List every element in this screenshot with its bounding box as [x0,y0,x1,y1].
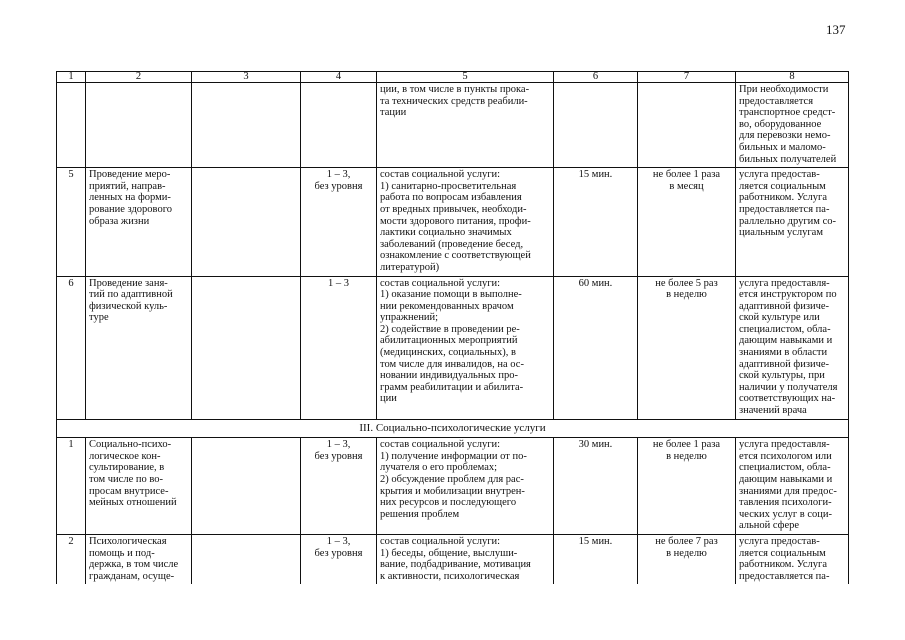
cell-line: знаниями для предос- [739,485,837,497]
cell-line: лактики социально значимых [380,227,512,239]
frequency-cell [638,168,736,276]
service-composition-cell [377,168,554,276]
cell-line: та технических средств реабили- [380,95,528,107]
column-3-cell [192,534,301,584]
header-cell: 2 [86,72,192,83]
service-composition-cell [377,83,554,168]
cell-line: ется инструктором по [739,289,837,301]
cell-line: предоставляется па- [739,203,830,215]
duration-cell: 15 мин. [554,534,638,584]
cell-line: них ресурсов и последующего [380,497,517,509]
cell-line: без уровня [314,547,363,559]
table-row [57,276,849,419]
header-cell: 5 [377,72,554,83]
duration-cell: 30 мин. [554,438,638,535]
cell-line: грамм реабилитации и абилита- [380,381,524,393]
cell-line: Проведение заня- [89,277,168,289]
recipient-category-cell [301,168,377,276]
notes-cell [736,534,849,584]
cell-line: туре [89,312,109,324]
cell-line: 1) санитарно-просветительная [380,180,517,192]
cell-line: 1 – 3, [326,535,351,547]
cell-line: предоставляется па- [739,570,830,582]
cell-line: к активности, психологическая [380,570,520,582]
cell-line: 1) беседы, общение, выслуши- [380,547,518,559]
frequency-cell [638,276,736,419]
notes-cell [736,168,849,276]
cell-line: ции [380,393,397,405]
cell-line: работником. Услуга [739,559,827,571]
cell-line: 1 – 3, [326,439,351,451]
row-number-cell [57,83,86,168]
cell-line: в месяц [669,180,704,192]
cell-line: упражнений; [380,312,439,324]
cell-line: нии рекомендованных врачом [380,300,514,312]
notes-cell [736,276,849,419]
row-number-cell: 2 [57,534,86,584]
cell-line: том числе по во- [89,474,163,485]
services-table [56,71,849,584]
cell-line: логическое кон- [89,450,161,462]
cell-line: литературой) [380,261,440,273]
cell-line: ляется социальным [739,547,826,559]
cell-line: альной сфере [739,520,800,532]
cell-line: дающим навыками и [739,335,833,347]
cell-line: гражданам, осуще- [89,570,175,582]
cell-line: том числе для инвалидов, на ос- [380,358,524,370]
cell-line: услуга предостав- [739,169,820,181]
notes-cell [736,438,849,535]
table-row [57,534,849,584]
cell-line: сультирование, в [89,462,165,474]
cell-line: в неделю [666,547,707,559]
header-cell: 7 [638,72,736,83]
cell-line: транспортное средст- [739,107,836,119]
cell-line: услуга предостав- [739,535,820,547]
cell-line: 2) обсуждение проблем для рас- [380,474,524,485]
cell-line: ческих услуг в соци- [739,508,833,520]
recipient-category-cell [301,83,377,168]
cell-line: Психологическая [89,535,167,547]
cell-line: состав социальной услуги: [380,277,501,289]
cell-line: ленных на форми- [89,192,171,204]
cell-line: мости здорового питания, профи- [380,215,531,227]
cell-line: вание, подбадривание, мотивация [380,559,531,571]
cell-line: просам внутрисе- [89,485,169,497]
cell-line: ской культуре или [739,312,820,324]
cell-line: 1) оказание помощи в выполне- [380,289,522,301]
cell-line: раллельно другим со- [739,215,836,227]
cell-line: держка, в том числе [89,559,179,571]
cell-line: наличии у получателя [739,381,838,393]
cell-line: специалистом, обла- [739,462,831,474]
header-cell: 1 [57,72,86,83]
cell-line: 1) получение информации от по- [380,450,527,462]
cell-line: ляется социальным [739,180,826,192]
header-cell: 6 [554,72,638,83]
cell-line: в неделю [666,289,707,301]
notes-cell [736,83,849,168]
cell-line: тий по адаптивной [89,289,173,301]
cell-line: без уровня [314,450,363,462]
cell-line: во, оборудованное [739,118,822,130]
recipient-category-cell [301,276,377,419]
cell-line: состав социальной услуги: [380,535,501,547]
cell-line: соответствующих на- [739,393,836,405]
cell-line: значений врача [739,405,807,417]
column-3-cell [192,276,301,419]
cell-line: от вредных привычек, необходи- [380,203,527,215]
row-number-cell: 6 [57,276,86,419]
header-cell: 8 [736,72,849,83]
section-title: III. Социально-психологические услуги [57,419,849,438]
cell-line: ется психологом или [739,450,832,462]
service-name-cell [86,438,192,535]
service-name-cell [86,168,192,276]
frequency-cell [638,534,736,584]
cell-line: При необходимости [739,84,829,95]
cell-line: 1 – 3, [326,169,351,181]
cell-line: новании индивидуальных про- [380,370,519,382]
service-name-cell [86,534,192,584]
column-3-cell [192,168,301,276]
header-cell: 4 [301,72,377,83]
cell-line: тации [380,107,407,119]
cell-line: лучателя о его проблемах; [380,462,498,474]
service-composition-cell [377,534,554,584]
cell-line: циальным услугам [739,227,823,239]
cell-line: не более 5 раз [655,277,718,289]
cell-line: знаниями в области [739,347,828,359]
duration-cell: 60 мин. [554,276,638,419]
cell-line: помощь и под- [89,547,155,559]
column-3-cell [192,83,301,168]
cell-line: тавления психологи- [739,497,832,509]
cell-line: специалистом, обла- [739,323,831,335]
cell-line: ознакомление с соответствующей [380,250,531,262]
table-row [57,83,849,168]
column-number-header [57,72,849,83]
cell-line: адаптивной физиче- [739,300,830,312]
service-name-cell [86,83,192,168]
cell-line: не более 7 раз [655,535,718,547]
table-row [57,168,849,276]
service-name-cell [86,276,192,419]
header-cell: 3 [192,72,301,83]
cell-line: бильных и маломо- [739,141,826,153]
cell-line: для перевозки немо- [739,130,831,142]
cell-line: (медицинских, социальных), в [380,347,516,359]
cell-line: рование здорового [89,203,172,215]
service-composition-cell [377,276,554,419]
duration-cell [554,83,638,168]
cell-line: не более 1 раза [652,169,721,181]
cell-line: образа жизни [89,215,150,227]
row-number-cell: 5 [57,168,86,276]
cell-line: Социально-психо- [89,439,172,451]
cell-line: услуга предоставля- [739,439,830,451]
cell-line: мейных отношений [89,497,177,509]
service-composition-cell [377,438,554,535]
cell-line: 1 – 3 [328,277,349,289]
frequency-cell [638,83,736,168]
cell-line: состав социальной услуги: [380,439,501,451]
cell-line: физической куль- [89,300,168,312]
cell-line: 2) содействие в проведении ре- [380,323,520,335]
section-row [57,419,849,438]
recipient-category-cell [301,438,377,535]
cell-line: бильных получателей [739,153,837,165]
page-number: 137 [826,22,846,37]
cell-line: ции, в том числе в пункты прока- [380,84,530,95]
cell-line: приятий, направ- [89,180,166,192]
frequency-cell [638,438,736,535]
column-3-cell [192,438,301,535]
row-number-cell: 1 [57,438,86,535]
cell-line: крытия и мобилизации внутрен- [380,485,525,497]
cell-line: Проведение меро- [89,169,171,181]
cell-line: решения проблем [380,508,460,520]
duration-cell: 15 мин. [554,168,638,276]
recipient-category-cell [301,534,377,584]
cell-line: не более 1 раза [652,439,721,451]
cell-line: в неделю [666,450,707,462]
cell-line: состав социальной услуги: [380,169,501,181]
cell-line: работником. Услуга [739,192,827,204]
cell-line: дающим навыками и [739,474,833,485]
cell-line: адаптивной физиче- [739,358,830,370]
cell-line: предоставляется [739,95,814,107]
cell-line: заболеваний (проведение бесед, [380,238,524,250]
table-row [57,438,849,535]
cell-line: услуга предоставля- [739,277,830,289]
cell-line: работа по вопросам избавления [380,192,522,204]
cell-line: без уровня [314,180,363,192]
cell-line: ской культуры, при [739,370,825,382]
cell-line: абилитационных мероприятий [380,335,518,347]
